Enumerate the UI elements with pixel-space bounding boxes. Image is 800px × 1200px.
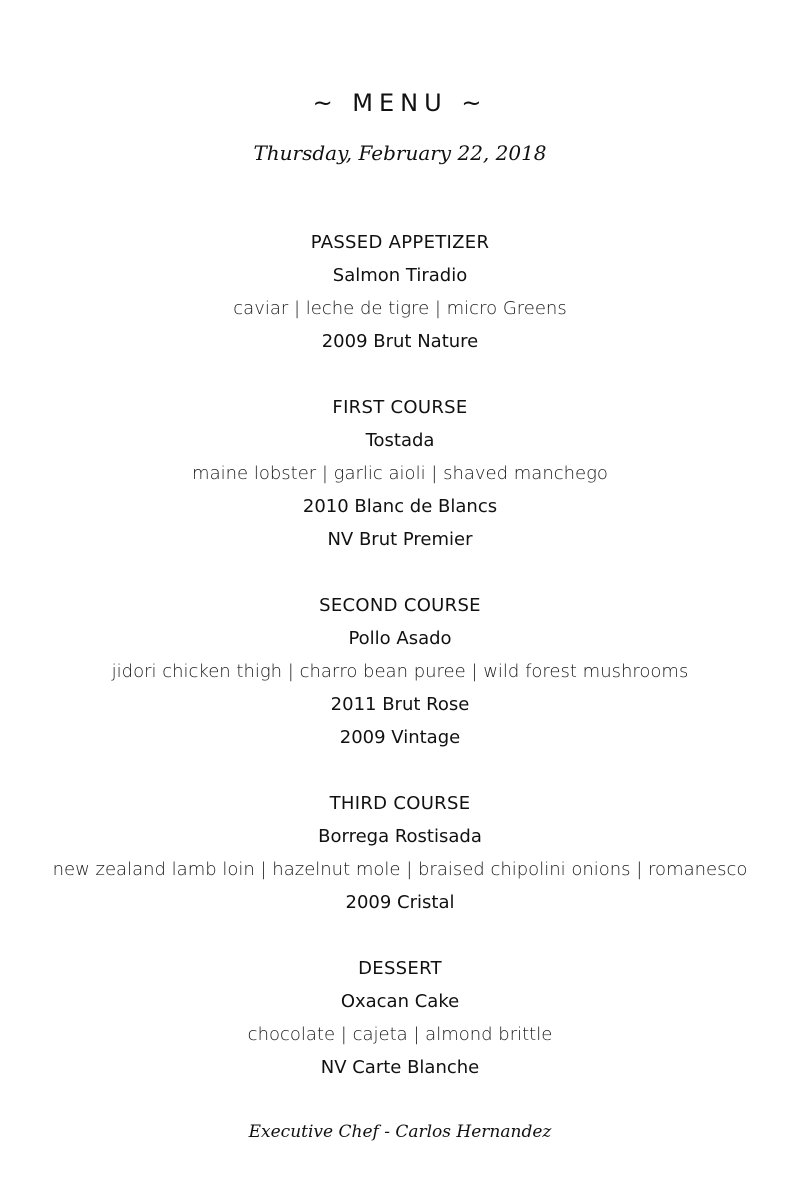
course-dessert xyxy=(0,952,800,1084)
menu-title: ~ MENU ~ xyxy=(312,89,488,117)
course-heading: FIRST COURSE xyxy=(332,397,468,418)
dish-description: chocolate | cajeta | almond brittle xyxy=(247,1024,553,1045)
menu-date: Thursday, February 22, 2018 xyxy=(253,141,547,165)
dish-name: Borrega Rostisada xyxy=(318,826,482,847)
course-heading: SECOND COURSE xyxy=(319,595,481,616)
dish-description: caviar | leche de tigre | micro Greens xyxy=(233,298,567,319)
dish-name: Pollo Asado xyxy=(348,628,452,649)
dish-name: Oxacan Cake xyxy=(340,991,460,1012)
dish-description: new zealand lamb loin | hazelnut mole | braised chipolini onions | romanesco xyxy=(52,859,748,880)
wine-pairing: NV Carte Blanche xyxy=(320,1057,480,1078)
wine-pairing: 2011 Brut Rose xyxy=(330,694,470,715)
course-heading: PASSED APPETIZER xyxy=(310,232,490,253)
course-first xyxy=(0,391,800,556)
wine-pairing: NV Brut Premier xyxy=(327,529,473,550)
wine-pairing: 2009 Cristal xyxy=(345,892,455,913)
wine-pairing: 2010 Blanc de Blancs xyxy=(302,496,498,517)
course-third xyxy=(0,787,800,919)
course-heading: THIRD COURSE xyxy=(329,793,471,814)
dish-name: Salmon Tiradio xyxy=(332,265,468,286)
executive-chef-signature: Executive Chef - Carlos Hernandez xyxy=(248,1122,552,1142)
course-heading: DESSERT xyxy=(358,958,442,979)
dish-description: maine lobster | garlic aioli | shaved manchego xyxy=(192,463,608,484)
wine-pairing: 2009 Brut Nature xyxy=(321,331,479,352)
course-passed-appetizer xyxy=(0,226,800,358)
wine-pairing: 2009 Vintage xyxy=(339,727,461,748)
dish-description: jidori chicken thigh | charro bean puree | wild forest mushrooms xyxy=(111,661,689,682)
course-second xyxy=(0,589,800,754)
dish-name: Tostada xyxy=(365,430,435,451)
